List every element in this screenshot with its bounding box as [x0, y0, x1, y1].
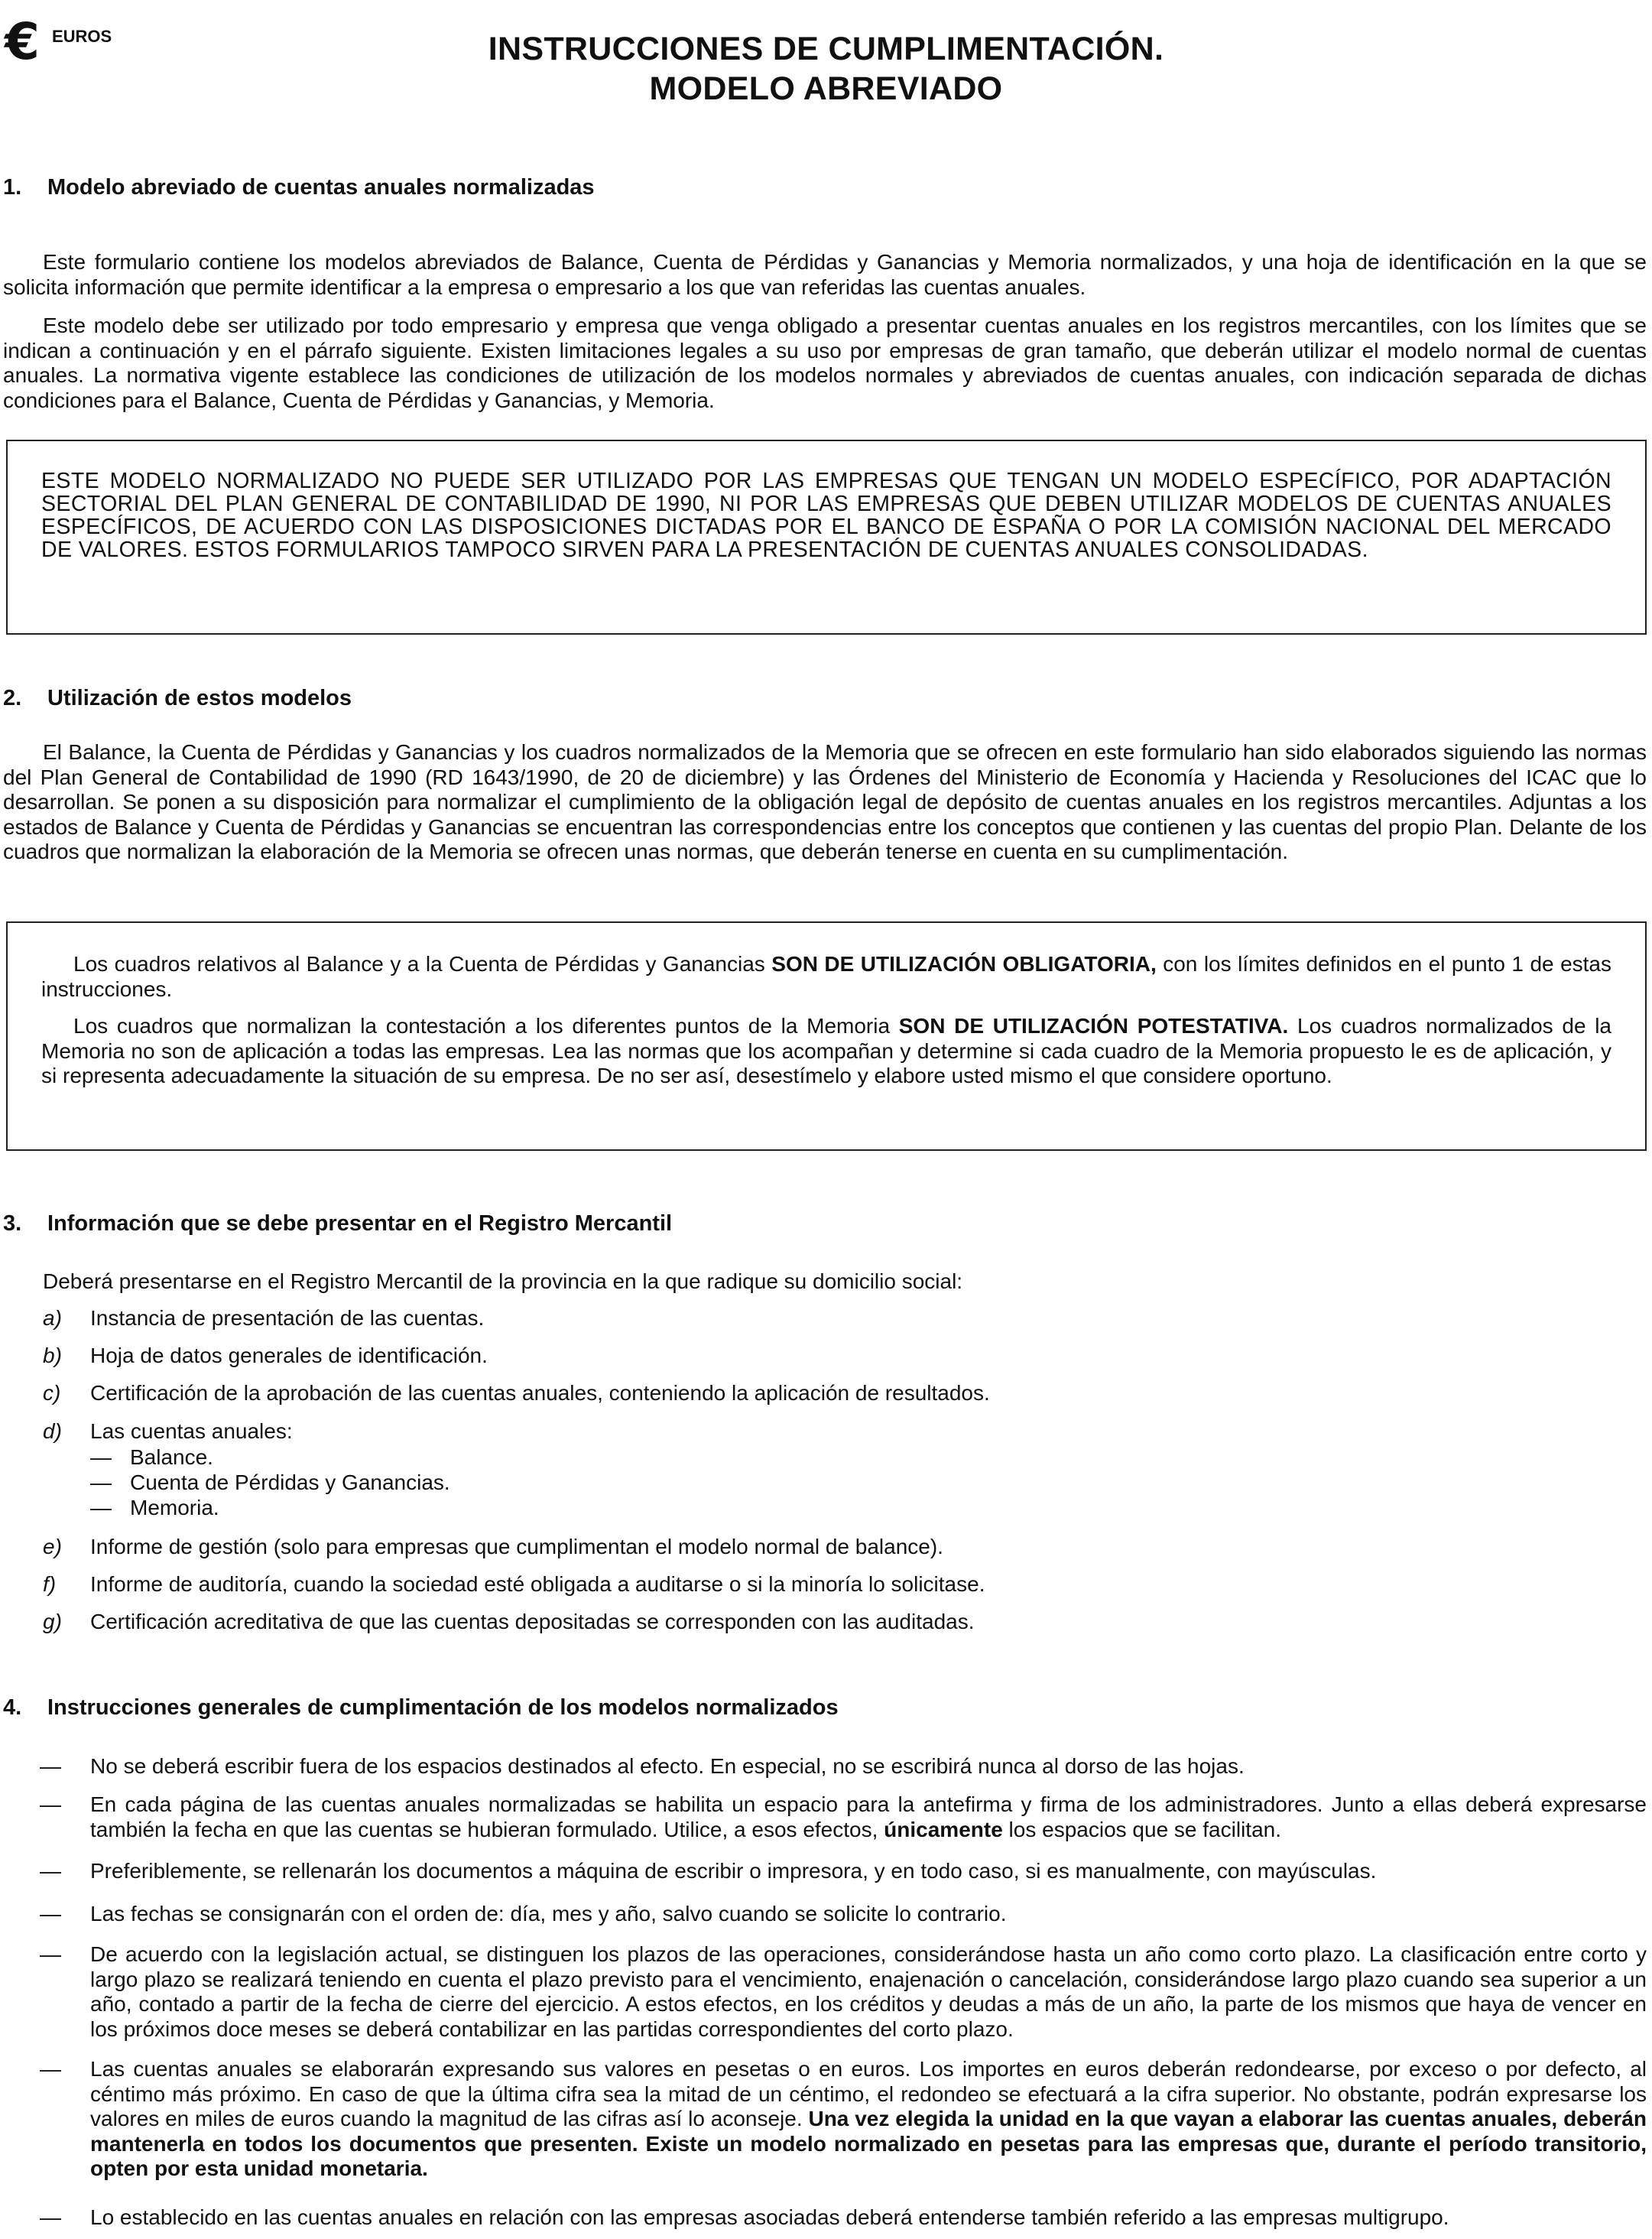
section-1-heading — [3, 174, 595, 201]
section-title: Modelo abreviado de cuentas anuales normalizadas — [47, 175, 595, 200]
document-page: € EUROS INSTRUCCIONES DE CUMPLIMENTACIÓN. MODELO ABREVIADO 1. Modelo abreviado de cuentas anuales normalizadas Este formulario contiene los modelos abreviados de Balance, Cuenta de Pérdidas y Ganancias y Memoria normalizados, y una hoja de identificación en la que se solicita información que permite identificar a la empresa o empresario a los que van referidas las cuentas anuales. Este modelo debe ser utilizado por todo empresario y empresa que venga obligado a presentar cuentas anuales en los registros mercantiles, con los límites que se indican a continuación y en el párrafo siguiente. Existen limitaciones legales a su uso por empresas de gran tamaño, que deberán utilizar el modelo normal de cuentas anuales. La normativa vigente establece las condiciones de utilización de los modelos normales y abreviados de cuentas anuales, con indicación separada de dichas condiciones para el Balance, Cuenta de Pérdidas y Ganancias, y Memoria. ESTE MODELO NORMALIZADO NO PUEDE SER UTILIZADO POR LAS EMPRESAS QUE TENGAN UN MODELO ESPECÍFICO, POR ADAPTACIÓN SECTORIAL DEL PLAN GENERAL DE CONTABILIDAD DE 1990, NI POR LAS EMPRESAS QUE DEBEN UTILIZAR MODELOS DE CUENTAS ANUALES ESPECÍFICOS, DE ACUERDO CON LAS DISPOSICIONES DICTADAS POR EL BANCO DE ESPAÑA O POR LA COMISIÓN NACIONAL DEL MERCADO DE VALORES. ESTOS FORMULARIOS TAMPOCO SIRVEN PARA LA PRESENTACIÓN DE CUENTAS ANUALES CONSOLIDADAS. 2. Utilización de estos modelos El Balance, la Cuenta de Pérdidas y Ganancias y los cuadros normalizados de la Memoria que se ofrecen en este formulario han sido elaborados siguiendo las normas del Plan General de Contabilidad de 1990 (RD 1643/1990, de 20 de diciembre) y las Órdenes del Ministerio de Economía y Hacienda y Resoluciones del ICAC que lo desarrollan. Se ponen a su disposición para normalizar el cumplimiento de la obligación legal de depósito de cuentas anuales en los registros mercantiles. Adjuntas a los estados de Balance y Cuenta de Pérdidas y Ganancias se encuentran las correspondencias entre los conceptos que contienen y las cuentas del propio Plan. Delante de los cuadros que normalizan la elaboración de la Memoria se ofrecen unas normas, que deberán tenerse en cuenta en su cumplimentación. Los cuadros relativos al Balance y a la Cuenta de Pérdidas y Ganancias SON DE UTILIZACIÓN OBLIGATORIA, con los límites definidos en el punto 1 de estas instrucciones. Los cuadros que normalizan la contestación a los diferentes puntos de la Memoria SON DE UTILIZACIÓN POTESTATIVA. Los cuadros normalizados de la Memoria no son de aplicación a todas las empresas. Lea las normas que los acompañan y determine si cada cuadro de la Memoria propuesto le es de aplicación, y si representa adecuadamente la situación de su empresa. De no ser así, desestímelo y elabore usted mismo el que considere oportuno. 3. Información que se debe presentar en el Registro Mercantil Deberá presentarse en el Registro Mercantil de la provincia en la que radique su domicilio social: a) Instancia de presentación de las cuentas. b) Hoja de datos generales de identificación. c) Certificación de la aprobación de las cuentas anuales, conteniendo la aplicación de resultados. d) Las cuentas anuales: — Balance. — Cuenta de Pérdidas y Ganancias. — Memoria. e) Informe de gestión (solo para empresas que cumplimentan el modelo normal de balance). f) Informe de auditoría, cuando la sociedad esté obligada a auditarse o si la minoría lo solicitase. g) Certificación acreditativa de que las cuentas depositadas se corresponden con las auditadas. 4. Instrucciones generales de cumplimentación de los modelos normalizados — No se deberá escribir fuera de los espacios destinados al efecto. En especial, no se escribirá nunca al dorso de las hojas. — En cada página de las cuentas anuales normalizadas se habilita un espacio para la antefirma y firma de los administradores. Junto a ellas deberá expresarse también la fecha en que las cuentas se hubieran formulado. Utilice, a esos efectos, únicamente los espacios que se facilitan. — Preferiblemente, se rellenarán los documentos a máquina de escribir o impresora, y en todo caso, si es manualmente, con mayúsculas. — Las fechas se consignarán con el orden de: día, mes y año, salvo cuando se solicite lo contrario. — De acuerdo con la legislación actual, se distinguen los plazos de las operaciones, considerándose hasta un año como corto plazo. La clasificación entre corto y largo plazo se realizará teniendo en cuenta el plazo previsto para el vencimiento, enajenación o cancelación, considerándose largo plazo cuando sea superior a un año, contado a partir de la fecha de cierre del ejercicio. A estos efectos, en los créditos y deudas a más de un año, la parte de los mismos que haya de vencer en los próximos doce meses se deberá contabilizar en las partidas correspondientes del corto plazo. — Las cuentas anuales se elaborarán expresando sus valores en pesetas o en euros. Los importes en euros deberán redondearse, por exceso o por defecto, al céntimo más próximo. En caso de que la última cifra sea la mitad de un céntimo, el redondeo se efectuará a la cifra superior. No obstante, podrán expresarse los valores en miles de euros cuando la magnitud de las cifras así lo aconseje. Una vez elegida la unidad en la que vayan a elaborar las cuentas anuales, deberán mantenerla en todos los documentos que presenten. Existe un modelo normalizado en pesetas para las empresas que, durante el período transitorio, opten por esta unidad monetaria. — Lo establecido en las cuentas anuales en relación con las empresas asociadas deberá entenderse también referido a las empresas multigrupo. — [0, 0, 1652, 2239]
paragraph-text: Este modelo debe ser utilizado por todo empresario y empresa que venga obligado a presentar cuentas anuales en los registros mercantiles, con los límites que se indican a continuación y en el párrafo siguiente. Existen limitaciones legales a su uso por empresas de gran tamaño, que deberán utilizar el modelo normal de cuentas anuales. La normativa vigente establece las condiciones de utilización de los modelos normales y abreviados de cuentas anuales, con indicación separada de dichas condiciones para el Balance, Cuenta de Pérdidas y Ganancias, y Memoria. — [3, 314, 1647, 412]
section-number: 1. — [3, 175, 22, 200]
instruction-item: — Preferiblemente, se rellenarán los documentos a máquina de escribir o impresora, y en todo caso, si es manualmente, con mayúsculas. — [40, 1859, 1377, 1883]
paragraph-text: El Balance, la Cuenta de Pérdidas y Ganancias y los cuadros normalizados de la Memoria que se ofrecen en este formulario han sido elaborados siguiendo las normas del Plan General de Contabilidad de 1990 (RD 1643/1990, de 20 de diciembre) y las Órdenes del Ministerio de Economía y Hacienda y Resoluciones del ICAC que lo desarrollan. Se ponen a su disposición para normalizar el cumplimiento de la obligación legal de depósito de cuentas anuales en los registros mercantiles. Adjuntas a los estados de Balance y Cuenta de Pérdidas y Ganancias se encuentran las correspondencias entre los conceptos que contienen y las cuentas del propio Plan. Delante de los cuadros que normalizan la elaboración de la Memoria se ofrecen unas normas, que deberán tenerse en cuenta en su cumplimentación. — [3, 740, 1647, 863]
usage-box-paragraph-1: Los cuadros relativos al Balance y a la Cuenta de Pérdidas y Ganancias SON DE UTILIZACIÓN OBLIGATORIA, con los límites definidos en el punto 1 de estas instrucciones. — [41, 952, 1611, 1001]
section-number: 4. — [3, 1695, 22, 1720]
warning-text: ESTE MODELO NORMALIZADO NO PUEDE SER UTILIZADO POR LAS EMPRESAS QUE TENGAN UN MODELO ESPECÍFICO, POR ADAPTACIÓN SECTORIAL DEL PLAN GENERAL DE CONTABILIDAD DE 1990, NI POR LAS EMPRESAS QUE DEBEN UTILIZAR MODELOS DE CUENTAS ANUALES ESPECÍFICOS, DE ACUERDO CON LAS DISPOSICIONES DICTADAS POR EL BANCO DE ESPAÑA O POR LA COMISIÓN NACIONAL DEL MERCADO DE VALORES. ESTOS FORMULARIOS TAMPOCO SIRVEN PARA LA PRESENTACIÓN DE CUENTAS ANUALES CONSOLIDADAS. — [41, 469, 1611, 562]
section-number: 2. — [3, 686, 22, 710]
euro-icon: € — [5, 12, 40, 71]
section-4-heading — [3, 1694, 839, 1721]
title-line-2: MODELO ABREVIADO — [649, 70, 1003, 107]
section-2-paragraph-1 — [3, 740, 1647, 865]
section-2-heading — [3, 684, 352, 712]
section-3-intro: Deberá presentarse en el Registro Mercantil de la provincia en la que radique su domicilio social: — [43, 1269, 963, 1293]
warning-box — [6, 440, 1647, 635]
section-title: Instrucciones generales de cumplimentación de los modelos normalizados — [47, 1695, 839, 1720]
page-title — [0, 29, 1652, 109]
euro-label: EUROS — [51, 27, 112, 46]
section-title: Utilización de estos modelos — [47, 686, 352, 710]
section-1-paragraph-2 — [3, 314, 1647, 413]
instruction-item: — Las fechas se consignarán con el orden de: día, mes y año, salvo cuando se solicite lo contrario. — [40, 1902, 1007, 1925]
usage-box — [6, 921, 1647, 1151]
instruction-item: — En cada página de las cuentas anuales normalizadas se habilita un espacio para la antefirma y firma de los administradores. Junto a ellas deberá expresarse también la fecha en que las cuentas se hubieran formulado. Utilice, a esos efectos, únicamente los espacios que se facilitan. — [40, 1792, 1647, 1841]
title-line-1: INSTRUCCIONES DE CUMPLIMENTACIÓN. — [488, 31, 1164, 67]
instruction-item: — Las cuentas anuales se elaborarán expresando sus valores en pesetas o en euros. Los importes en euros deberán redondearse, por exceso o por defecto, al céntimo más próximo. En caso de que la última cifra sea la mitad de un céntimo, el redondeo se efectuará a la cifra superior. No obstante, podrán expresarse los valores en miles de euros cuando la magnitud de las cifras así lo aconseje. Una vez elegida la unidad en la que vayan a elaborar las cuentas anuales, deberán mantenerla en todos los documentos que presenten. Existe un modelo normalizado en pesetas para las empresas que, durante el período transitorio, opten por esta unidad monetaria. — [40, 2057, 1647, 2180]
section-number: 3. — [3, 1211, 22, 1236]
instruction-item: — Lo establecido en las cuentas anuales en relación con las empresas asociadas deberá entenderse también referido a las empresas multigrupo. — [40, 2205, 1449, 2229]
paragraph-text: Este formulario contiene los modelos abreviados de Balance, Cuenta de Pérdidas y Ganancias y Memoria normalizados, y una hoja de identificación en la que se solicita información que permite identificar a la empresa o empresario a los que van referidas las cuentas anuales. — [3, 250, 1647, 299]
section-1-paragraph-1 — [3, 250, 1647, 300]
usage-box-paragraph-2: Los cuadros que normalizan la contestación a los diferentes puntos de la Memoria SON DE UTILIZACIÓN POTESTATIVA. Los cuadros normalizados de la Memoria no son de aplicación a todas las empresas. Lea las normas que los acompañan y determine si cada cuadro de la Memoria propuesto le es de aplicación, y si representa adecuadamente la situación de su empresa. De no ser así, desestímelo y elabore usted mismo el que considere oportuno. — [41, 1014, 1612, 1087]
instruction-item: — No se deberá escribir fuera de los espacios destinados al efecto. En especial, no se escribirá nunca al dorso de las hojas. — [40, 1754, 1245, 1778]
instruction-item: — De acuerdo con la legislación actual, se distinguen los plazos de las operaciones, considerándose hasta un año como corto plazo. La clasificación entre corto y largo plazo se realizará teniendo en cuenta el plazo previsto para el vencimiento, enajenación o cancelación, considerándose largo plazo cuando sea superior a un año, contado a partir de la fecha de cierre del ejercicio. A estos efectos, en los créditos y deudas a más de un año, la parte de los mismos que haya de vencer en los próximos doce meses se deberá contabilizar en las partidas correspondientes del corto plazo. — [40, 1942, 1647, 2041]
section-3-heading — [3, 1210, 672, 1237]
section-title: Información que se debe presentar en el Registro Mercantil — [47, 1211, 673, 1236]
